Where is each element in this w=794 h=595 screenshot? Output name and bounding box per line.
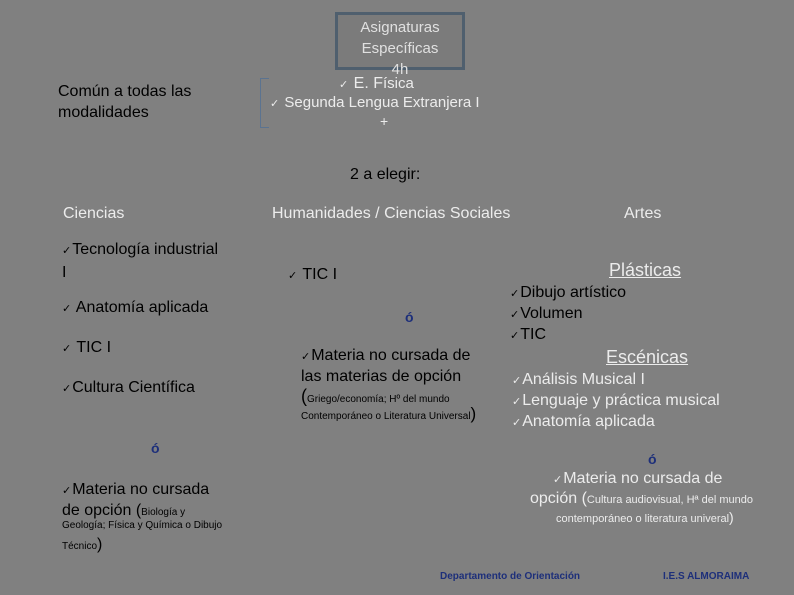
column-artes: Artes — [624, 205, 662, 222]
header-box-text — [335, 17, 465, 80]
check-icon: ✓ — [339, 79, 349, 91]
artes-small2-wrap — [556, 509, 734, 525]
ciencias-item-tecnologia — [62, 239, 218, 283]
anatomia-label: Anatomía aplicada — [75, 299, 209, 316]
humanidades-materia — [301, 346, 470, 387]
check-icon: ✓ — [62, 485, 72, 497]
escenicas-item-2: Lenguaje y práctica musical — [522, 392, 720, 409]
humanidades-small: Griego/economía; Hº del mundo — [307, 394, 450, 405]
humanidades-item-tic — [288, 266, 337, 284]
footer-school: I.E.S ALMORAIMA — [663, 571, 750, 582]
humanidades-or: ó — [405, 309, 414, 325]
comun-line-1: Común a todas las — [58, 83, 192, 100]
plasticas-list — [510, 283, 626, 346]
artes-small1: Cultura audiovisual, Hª del mundo — [586, 494, 754, 506]
ciencias-item-anatomia — [62, 299, 208, 317]
ciencias-materia-small2: Geología; Física y Química o Dibujo — [62, 520, 223, 531]
ciencias-materia-small1: Biología y — [141, 507, 186, 518]
check-icon: ✓ — [553, 474, 563, 486]
check-icon: ✓ — [510, 330, 520, 342]
elegir-label: 2 a elegir: — [350, 166, 421, 183]
humanidades-materia-line1: Materia no cursada de — [311, 347, 471, 364]
bracket-line — [260, 78, 269, 128]
efisica-line — [339, 75, 414, 93]
check-icon: ✓ — [512, 417, 522, 429]
humanidades-open: ( — [301, 386, 307, 406]
efisica-label: E. F — [353, 75, 384, 92]
ciencias-materia-small3-wrap — [62, 536, 102, 554]
ciencias-materia — [62, 480, 209, 523]
column-ciencias: Ciencias — [63, 205, 125, 222]
check-icon: ✓ — [288, 270, 298, 282]
header-line-2: Específicas — [361, 40, 439, 57]
ciencias-materia-line1: Materia no cursada — [72, 481, 210, 498]
humanidades-close: ) — [470, 404, 477, 423]
escenicas-item-1: Análisis Musical I — [522, 371, 645, 388]
check-icon: ✓ — [510, 309, 520, 321]
humanidades-small2-wrap — [301, 404, 476, 424]
check-icon: ✓ — [512, 396, 522, 408]
tic-label: TIC I — [76, 339, 112, 356]
tecnologia-label-1: Tecnología industrial — [72, 241, 219, 258]
ciencias-or: ó — [151, 440, 160, 456]
comun-label — [58, 81, 191, 123]
artes-materia-line1-wrap — [553, 470, 722, 488]
artes-close: ) — [729, 509, 734, 525]
check-icon: ✓ — [301, 351, 311, 363]
ciencias-materia-line2: de opción ( — [62, 502, 142, 519]
humanidades-small2: Contemporáneo o Literatura Universal — [301, 411, 471, 422]
artes-small2: contemporáneo o literatura univeral — [556, 513, 730, 525]
footer-department: Departamento de Orientación — [440, 571, 581, 582]
artes-or: ó — [648, 451, 657, 467]
ciencias-close: ) — [97, 536, 103, 553]
artes-materia-line2: opción ( — [530, 490, 587, 507]
check-icon: ✓ — [512, 375, 522, 387]
ciencias-item-cultura — [62, 379, 195, 397]
ciencias-item-tic — [62, 339, 111, 357]
plasticas-item-1: Dibujo artístico — [520, 284, 627, 301]
column-humanidades: Humanidades / Ciencias Sociales — [272, 205, 511, 222]
escenicas-heading: Escénicas — [606, 347, 689, 367]
plus-sign: + — [380, 113, 389, 129]
check-icon: ✓ — [62, 383, 72, 395]
plasticas-heading: Plásticas — [609, 260, 682, 280]
escenicas-list — [512, 370, 720, 433]
escenicas-item-3: Anatomía aplicada — [522, 413, 655, 430]
header-line-3: 4h — [391, 61, 409, 78]
check-icon: ✓ — [510, 288, 520, 300]
comun-line-2: modalidades — [58, 104, 149, 121]
humanidades-materia-line2: las materias de opción — [301, 368, 462, 385]
humanidades-tic-label: TIC I — [302, 266, 338, 283]
check-icon: ✓ — [62, 303, 72, 315]
check-icon: ✓ — [62, 343, 72, 355]
check-icon: ✓ — [270, 98, 280, 110]
segunda-lengua-line — [270, 94, 480, 111]
artes-materia-line2-wrap — [530, 490, 753, 508]
cultura-label: Cultura Científica — [72, 379, 195, 396]
efisica-label-rest: ísica — [383, 75, 414, 92]
tecnologia-label-2: I — [62, 264, 67, 281]
plasticas-item-3: TIC — [520, 326, 546, 343]
plasticas-item-2: Volumen — [520, 305, 583, 322]
segunda-lengua-label: Segunda Lengua Extranjera I — [284, 94, 480, 111]
check-icon: ✓ — [62, 245, 72, 257]
ciencias-materia-small3: Técnico — [62, 541, 98, 552]
artes-materia-line1: Materia no cursada de — [563, 470, 723, 487]
header-line-1: Asignaturas — [360, 19, 440, 36]
